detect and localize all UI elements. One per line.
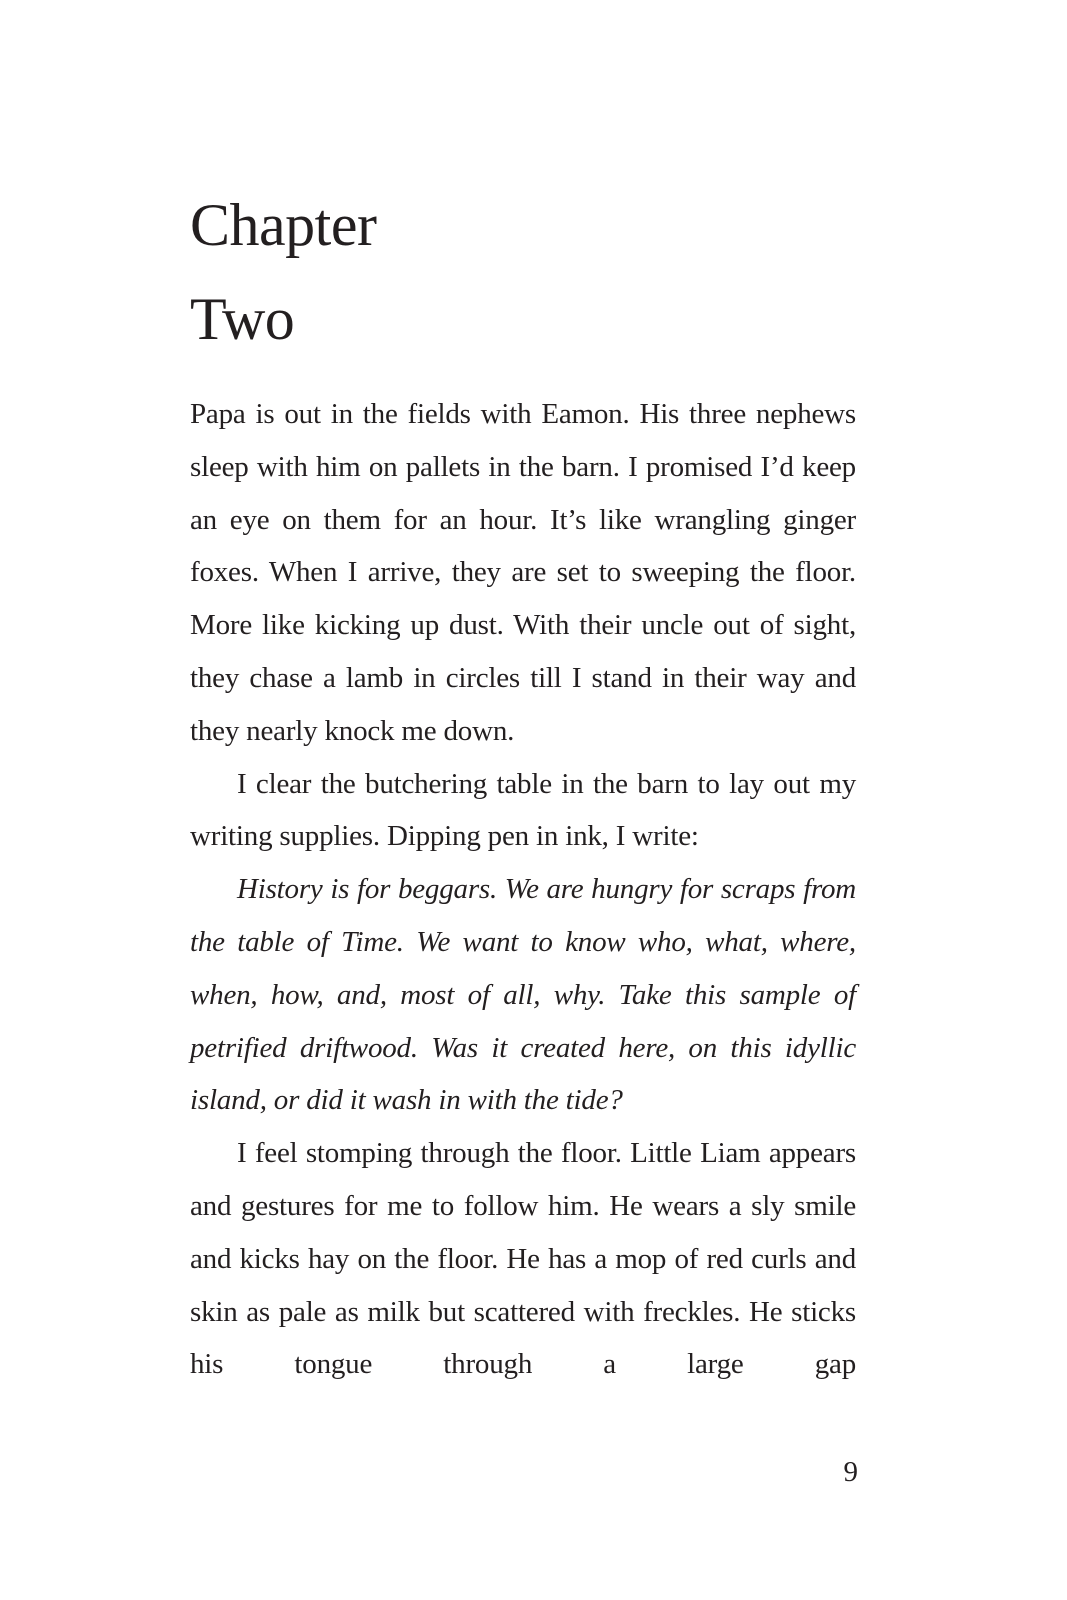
page-number: 9 xyxy=(843,1456,858,1488)
chapter-label: Chapter xyxy=(190,192,377,258)
chapter-number: Two xyxy=(190,286,295,352)
paragraph-3-italic: History is for beggars. We are hungry for scraps from the table of Time. We want to know who, what, where, when, how, and, most of all, why. Take this sample of petrified driftwood. Was it created here, on this idyllic island, or did it wash in with the tide? xyxy=(190,873,856,1117)
body-text xyxy=(190,388,856,1391)
paragraph-1: Papa is out in the fields with Eamon. His three nephews sleep with him on pallets in the barn. I promised I’d keep an eye on them for an hour. It’s like wrangling ginger foxes. When I arrive, they are set to sweeping the floor. More like kicking up dust. With their uncle out of sight, they chase a lamb in circles till I stand in their way and they nearly knock me down. xyxy=(190,398,856,747)
paragraph-2: I clear the butchering table in the barn to lay out my writing supplies. Dipping pen in ink, I write: xyxy=(190,767,856,853)
paragraph-4: I feel stomping through the floor. Little Liam appears and gestures for me to follow him. He wears a sly smile and kicks hay on the floor. He has a mop of red curls and skin as pale as milk but scattered with freckles. He sticks his tongue through a large gap xyxy=(190,1137,856,1381)
chapter-heading xyxy=(190,178,376,366)
